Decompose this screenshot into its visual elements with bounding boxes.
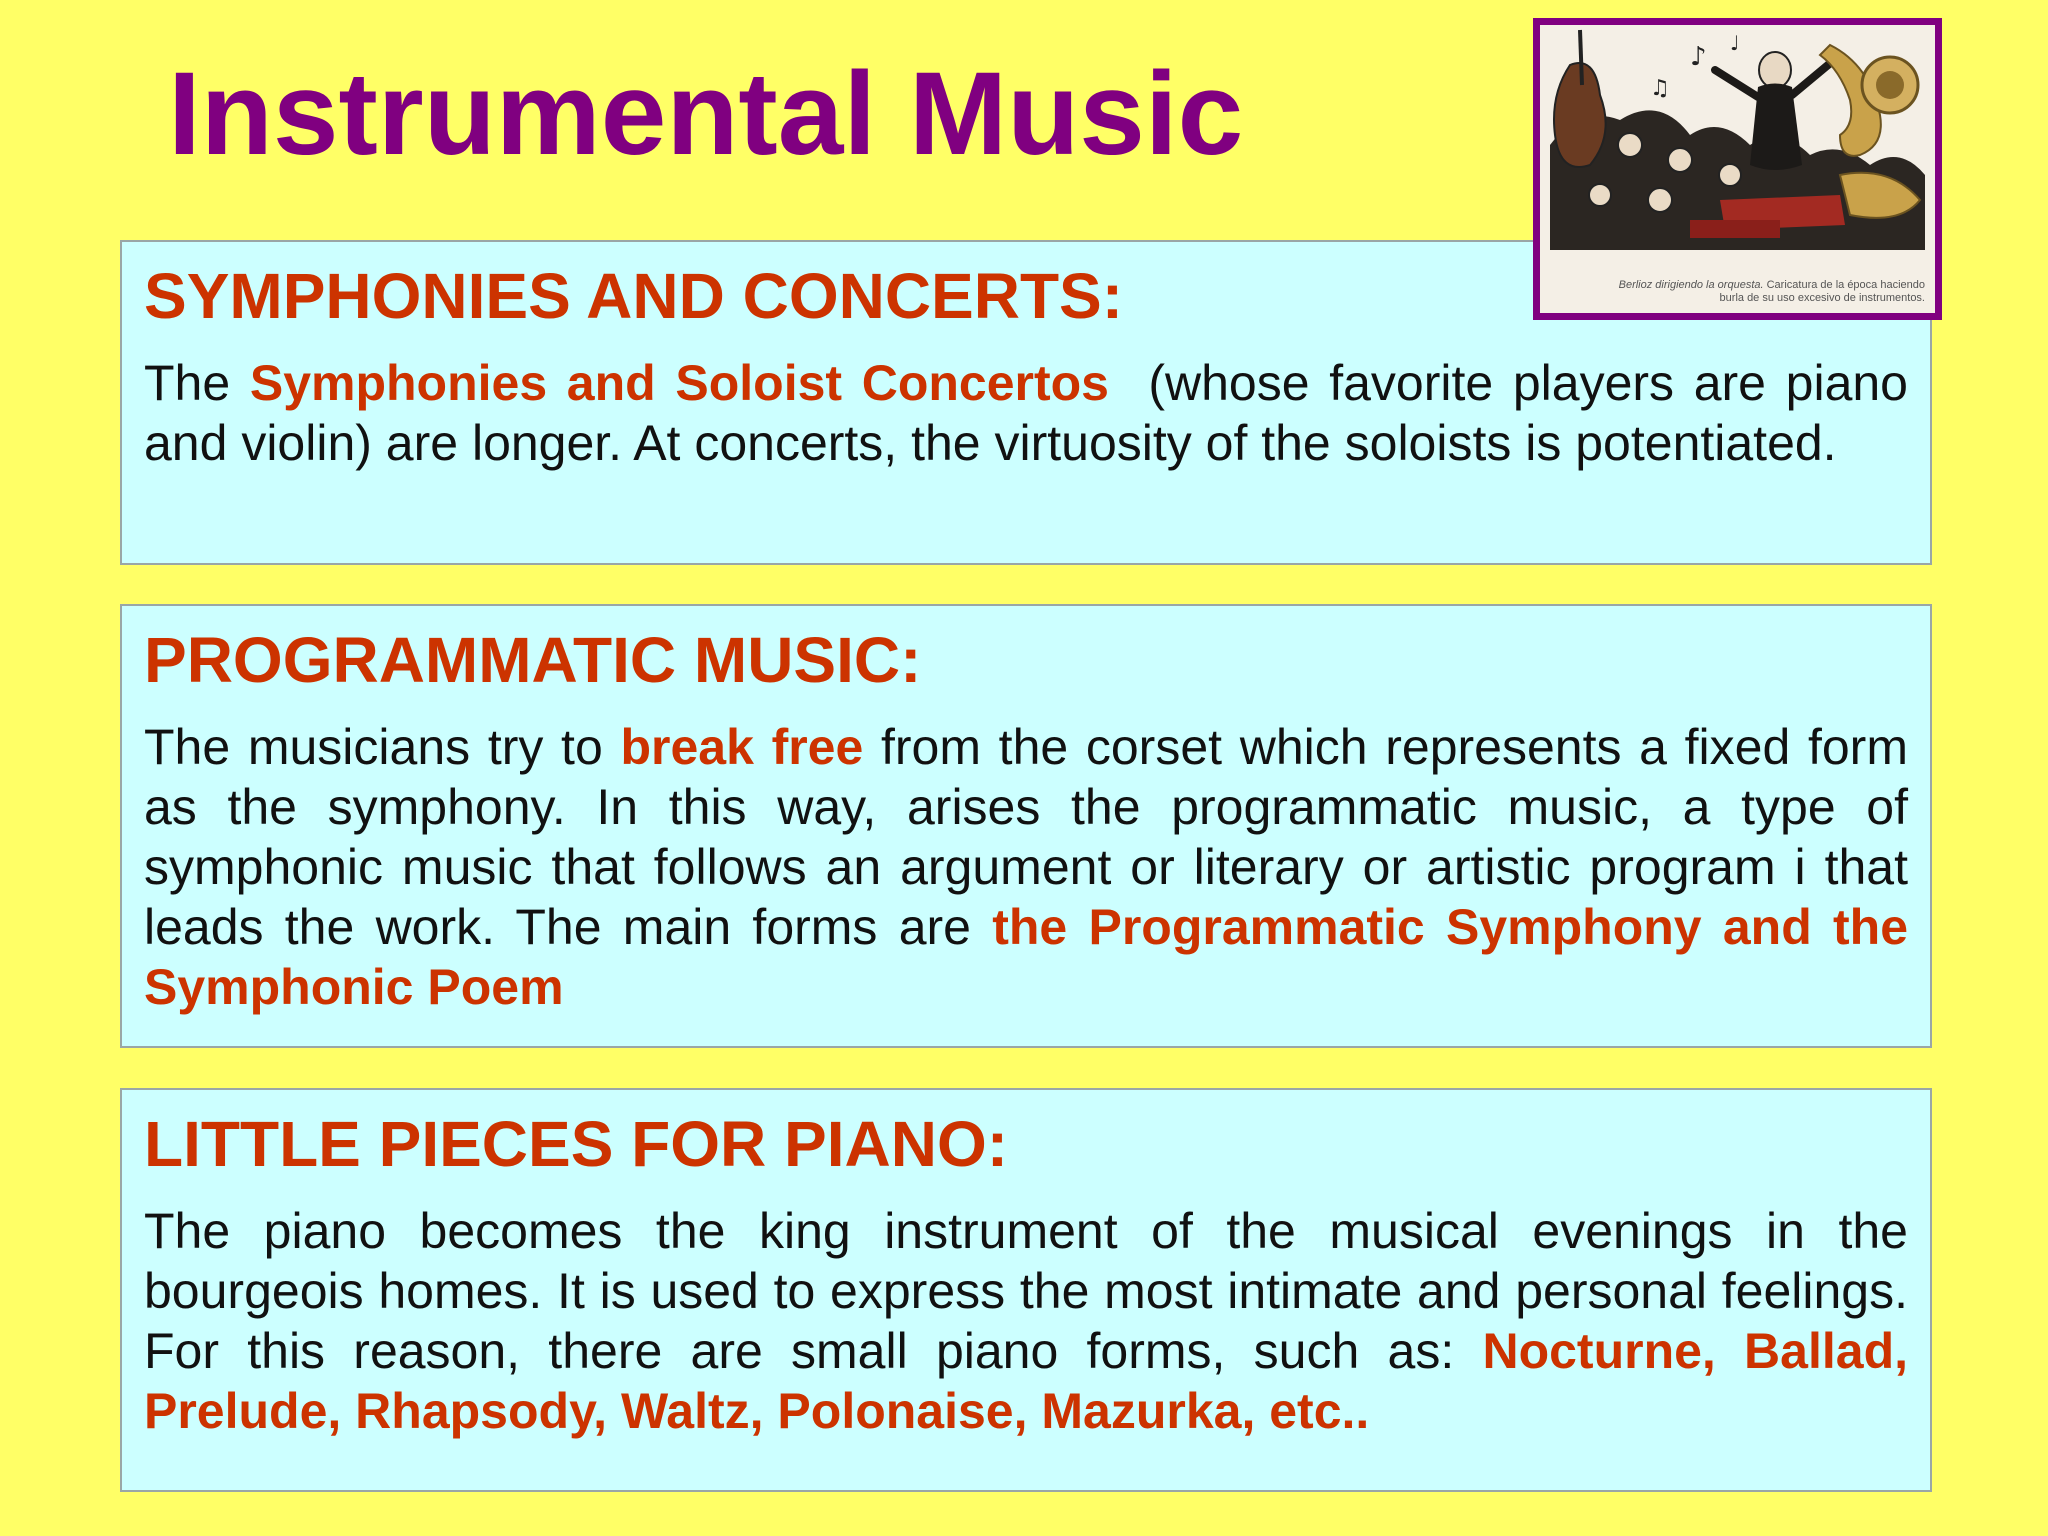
section-little-pieces-for-piano [120,1088,1932,1492]
section-body: The Symphonies and Soloist Concertos (whose favorite players are piano and violin) are longer. At concerts, the virtuosity of the soloists is potentiated. [144,355,1922,472]
svg-text:♫: ♫ [1650,76,1670,101]
section-heading: LITTLE PIECES FOR PIANO: [144,1108,1009,1180]
page-title: Instrumental Music [168,48,1244,180]
svg-text:♪: ♪ [1690,42,1707,72]
berlioz-caricature-image [1533,18,1942,320]
section-body: The musicians try to break free from the corset which represents a fixed form as the symphony. In this way, arises the programmatic music, a type of symphonic music that follows an argument or literary or artistic program i that leads the work. The main forms are the Programmatic Symphony and the Symphonic Poem [144,719,1908,1016]
section-body: The piano becomes the king instrument of the musical evenings in the bourgeois homes. It is used to express the most intimate and personal feelings. For this reason, there are small piano forms, such as: Nocturne, Ballad, Prelude, Rhapsody, Waltz, Polonaise, Mazurka, etc.. [144,1203,1909,1440]
highlight-text: Symphonies and Soloist Concertos [249,355,1109,412]
highlight-text: the Programmatic Symphony and the Symphonic Poem [144,899,1908,1016]
highlight-text: Nocturne, Ballad, Prelude, Rhapsody, Waltz, Polonaise, Mazurka, etc.. [144,1323,1909,1440]
svg-text:♩: ♩ [1730,31,1740,55]
highlight-text: break free [620,719,864,776]
caricature-illustration [1540,25,1935,313]
section-heading: SYMPHONIES AND CONCERTS: [144,260,1124,332]
image-caption: Berlioz dirigiendo la orquesta. Caricatura de la época haciendo burla de su uso excesivo de instrumentos. [1618,279,1925,304]
section-programmatic-music [120,604,1932,1048]
section-heading: PROGRAMMATIC MUSIC: [144,624,922,696]
